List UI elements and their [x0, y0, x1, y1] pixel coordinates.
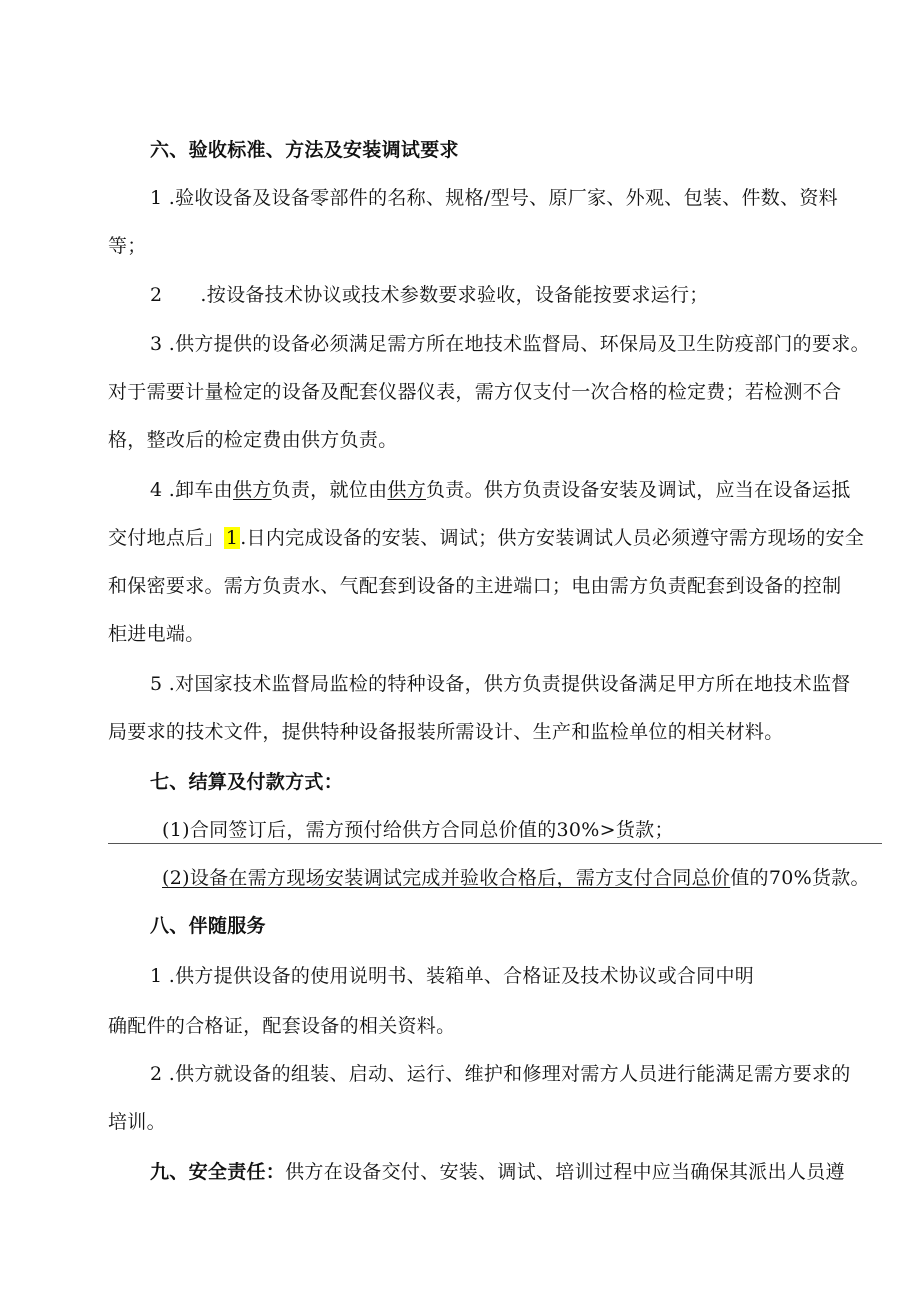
s9-text: 供方在设备交付、安装、调试、培训过程中应当确保其派出人员遵	[285, 1161, 845, 1183]
s7-payment-2	[162, 865, 882, 891]
s6-item-3-line-3: 格，整改后的检定费由供方负责。	[108, 429, 398, 451]
underlined-supplier: 供方	[387, 479, 426, 501]
section-8-heading: 八、伴随服务	[150, 915, 266, 937]
s8-item-2-line-1: 2 .供方就设备的组装、启动、运行、维护和修理对需方人员进行能满足需方要求的	[150, 1063, 851, 1085]
s8-item-1-line-2: 确配件的合格证，配套设备的相关资料。	[108, 1015, 456, 1037]
s6-item-4-text: 负责，就位由	[271, 479, 388, 501]
underlined-supplier: 供方	[232, 479, 272, 501]
s6-item-5-line-1: 5 .对国家技术监督局监检的特种设备，供方负责提供设备满足甲方所在地技术监督	[150, 673, 851, 695]
s7-payment-2-tail: 值的70%货款。	[730, 867, 870, 889]
s7-payment-2-underlined: (2)设备在需方现场安装调试完成并验收合格后，需方支付合同总价	[162, 867, 731, 889]
s6-item-5-line-2: 局要求的技术文件，提供特种设备报装所需设计、生产和监检单位的相关材料。	[108, 721, 784, 743]
s6-item-2-line-1: 2 .按设备技术协议或技术参数要求验收，设备能按要求运行；	[150, 284, 709, 306]
s6-item-4-line-1	[150, 477, 882, 503]
s6-item-4-text: 4 .卸车由	[150, 479, 233, 501]
highlighted-number: 1	[225, 527, 239, 549]
section-7-heading: 七、结算及付款方式：	[150, 771, 344, 793]
s8-item-1-line-1: 1 .供方提供设备的使用说明书、装箱单、合格证及技术协议或合同中明	[150, 965, 755, 987]
s6-item-1-line-1: 1 .验收设备及设备零部件的名称、规格/型号、原厂家、外观、包装、件数、资料	[150, 187, 838, 209]
s6-item-3-line-1: 3 .供方提供的设备必须满足需方所在地技术监督局、环保局及卫生防疫部门的要求。	[150, 333, 870, 355]
section-9-heading: 九、安全责任：	[150, 1161, 286, 1183]
s6-item-4-text: 负责。供方负责设备安装及调试，应当在设备运抵	[426, 479, 851, 501]
s6-item-1-line-2: 等；	[108, 235, 147, 257]
s6-item-3-line-2: 对于需要计量检定的设备及配套仪器仪表，需方仅支付一次合格的检定费；若检测不合	[108, 381, 842, 403]
s6-item-4-text: 交付地点后」	[108, 527, 224, 549]
s7-payment-1: (1)合同签订后，需方预付给供方合同总价值的30%>货款；	[162, 819, 674, 841]
s6-item-4-line-2	[108, 525, 882, 551]
s6-item-4-line-4: 柜进电端。	[108, 623, 205, 645]
s9-line-1	[150, 1159, 882, 1185]
horizontal-rule	[108, 843, 882, 844]
section-6-heading: 六、验收标准、方法及安装调试要求	[150, 139, 459, 161]
s6-item-4-line-3: 和保密要求。需方负责水、气配套到设备的主进端口；电由需方负责配套到设备的控制	[108, 575, 842, 597]
s6-item-4-text: .日内完成设备的安装、调试；供方安装调试人员必须遵守需方现场的安全	[240, 527, 865, 549]
s8-item-2-line-2: 培训。	[108, 1111, 166, 1133]
